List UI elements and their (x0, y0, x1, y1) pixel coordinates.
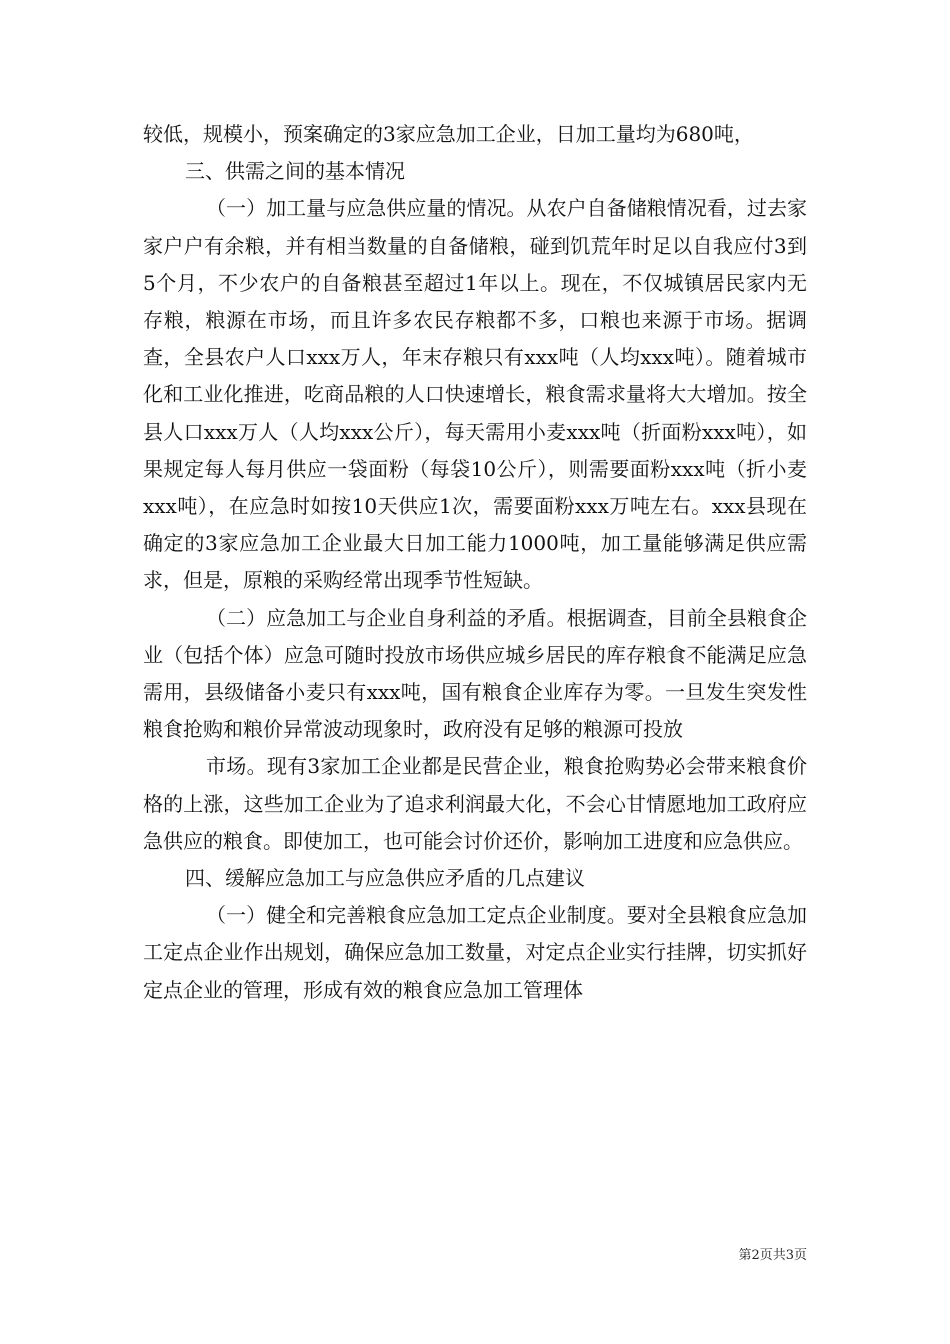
paragraph-interest-conflict: （二）应急加工与企业自身利益的矛盾。根据调查，目前全县粮食企业（包括个体）应急可随时投放市场供应城乡居民的库存粮食不能满足应急需用，县级储备小麦只有xxx吨，国有粮食企业库存为零。一旦发生突发性粮食抢购和粮价异常波动现象时，政府没有足够的粮源可投放 (143, 605, 807, 742)
paragraph-supply-processing: （一）加工量与应急供应量的情况。从农户自备储粮情况看，过去家家户户有余粮，并有相当数量的自备储粮，碰到饥荒年时足以自我应付3到5个月，不少农户的自备粮甚至超过1年以上。现在，不仅城镇居民家内无存粮，粮源在市场，而且许多农民存粮都不多，口粮也来源于市场。据调查，全县农户人口xxx万人，年末存粮只有xxx吨（人均xxx吨）。随着城市化和工业化推进，吃商品粮的人口快速增长，粮食需求量将大大增加。按全县人口xxx万人（人均xxx公斤），每天需用小麦xxx吨（折面粉xxx吨），如果规定每人每月供应一袋面粉（每袋10公斤），则需要面粉xxx吨（折小麦xxx吨），在应急时如按10天供应1次，需要面粉xxx万吨左右。xxx县现在确定的3家应急加工企业最大日加工能力1000吨，加工量能够满足供应需求，但是，原粮的采购经常出现季节性短缺。 (143, 196, 807, 593)
paragraph-suggestion-one: （一）健全和完善粮食应急加工定点企业制度。要对全县粮食应急加工定点企业作出规划，确保应急加工数量，对定点企业实行挂牌，切实抓好定点企业的管理，形成有效的粮食应急加工管理体 (143, 903, 807, 1002)
paragraph-market-continued: 市场。现有3家加工企业都是民营企业，粮食抢购势必会带来粮食价格的上涨，这些加工企业为了追求利润最大化，不会心甘情愿地加工政府应急供应的粮食。即使加工，也可能会讨价还价，影响加工进度和应急供应。 (143, 754, 807, 853)
document-body (143, 116, 807, 1009)
section-heading-four: 四、缓解应急加工与应急供应矛盾的几点建议 (185, 866, 585, 891)
paragraph-continued-intro: 较低，规模小，预案确定的3家应急加工企业，日加工量均为680吨， (143, 122, 754, 146)
section-heading-three: 三、供需之间的基本情况 (185, 159, 405, 184)
page-number: 第2页共3页 (738, 1248, 807, 1263)
